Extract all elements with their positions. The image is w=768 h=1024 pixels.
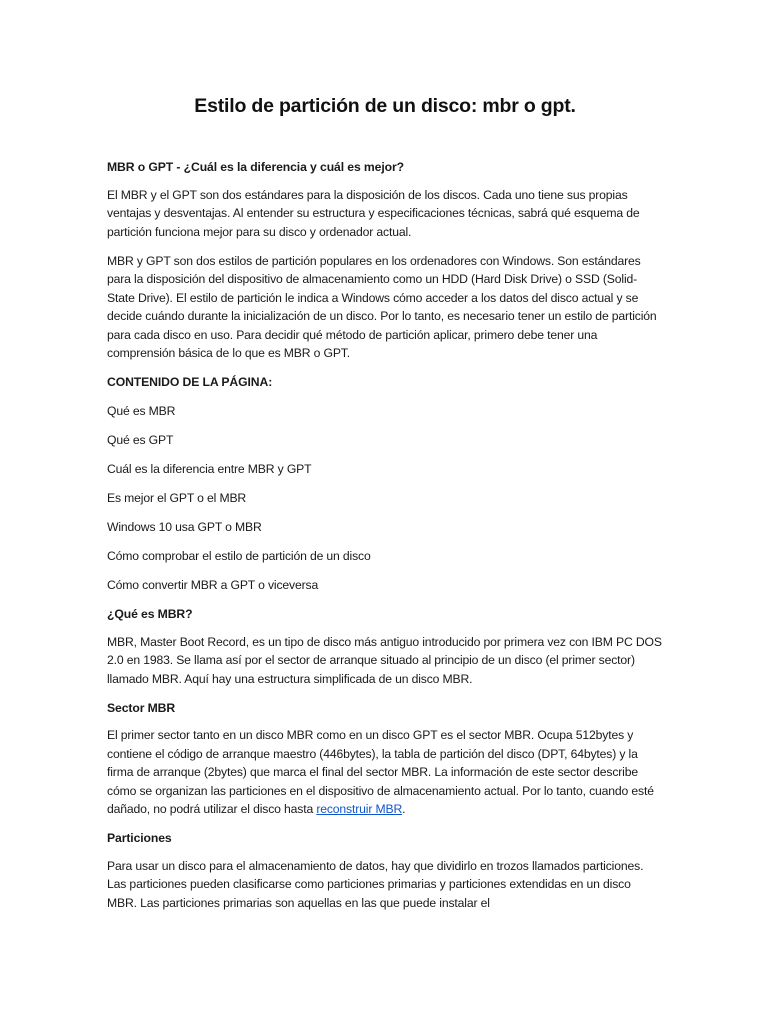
mbr-paragraph: MBR, Master Boot Record, es un tipo de disco más antiguo introducido por primera vez con IBM PC DOS 2.0 en 1983. Se llama así por el sector de arranque situado al principio de un disco (el primer sector) llamado MBR. Aquí hay una estructura simplificada de un disco MBR.: [107, 634, 662, 686]
mbr-heading: ¿Qué es MBR?: [107, 607, 193, 621]
document-title: Estilo de partición de un disco: mbr o gpt.: [194, 95, 576, 117]
partitions-heading: Particiones: [107, 831, 172, 845]
toc-item-windows-10: Windows 10 usa GPT o MBR: [107, 520, 262, 534]
intro-paragraph-2: MBR y GPT son dos estilos de partición populares en los ordenadores con Windows. Son estándares para la disposición del dispositivo de almacenamiento como un HDD (Hard Disk Drive) o SSD (Solid-State Drive). El estilo de partición le indica a Windows cómo acceder a los datos del disco actual y se decide cuándo durante la inicialización de un disco. Por lo tanto, es necesario tener un estilo de partición para cada disco en uso. Para decidir qué método de partición aplicar, primero debe tener una comprensión básica de lo que es MBR o GPT.: [107, 253, 657, 360]
reconstruir-mbr-link[interactable]: reconstruir MBR: [316, 802, 403, 816]
partitions-paragraph: Para usar un disco para el almacenamiento de datos, hay que dividirlo en trozos llamados particiones. Las particiones pueden clasificarse como particiones primarias y particiones extendidas en un disco MBR. Las particiones primarias son aquellas en las que puede instalar el: [107, 858, 644, 910]
intro-heading: MBR o GPT - ¿Cuál es la diferencia y cuál es mejor?: [107, 160, 404, 174]
toc-item-mejor: Es mejor el GPT o el MBR: [107, 491, 247, 505]
sector-text-before: El primer sector tanto en un disco MBR como en un disco GPT es el sector MBR. Ocupa 512bytes y contiene el código de arranque maestro (446bytes), la tabla de partición del disco (DPT, 64bytes) y la firma de arranque (2bytes) que marca el final del sector MBR. La información de este sector describe cómo se organizan las particiones en el dispositivo de almacenamiento actual. Por lo tanto, cuando esté dañado, no podrá utilizar el disco hasta: [107, 728, 654, 816]
toc-item-comprobar: Cómo comprobar el estilo de partición de un disco: [107, 549, 371, 563]
sector-mbr-paragraph: [107, 726, 663, 819]
sector-mbr-heading: Sector MBR: [107, 700, 176, 715]
table-of-contents: [107, 402, 663, 595]
toc-item-convertir: Cómo convertir MBR a GPT o viceversa: [107, 578, 319, 592]
document-body: [107, 92, 663, 912]
sector-text-after: .: [402, 802, 406, 816]
toc-heading: CONTENIDO DE LA PÁGINA:: [107, 375, 273, 389]
toc-item-que-es-gpt: Qué es GPT: [107, 433, 174, 447]
intro-paragraph-1: El MBR y el GPT son dos estándares para la disposición de los discos. Cada uno tiene sus propias ventajas y desventajas. Al entender su estructura y especificaciones técnicas, sabrá qué esquema de partición funciona mejor para su disco y ordenador actual.: [107, 187, 640, 239]
toc-item-que-es-mbr: Qué es MBR: [107, 404, 176, 418]
toc-item-diferencia: Cuál es la diferencia entre MBR y GPT: [107, 462, 312, 476]
